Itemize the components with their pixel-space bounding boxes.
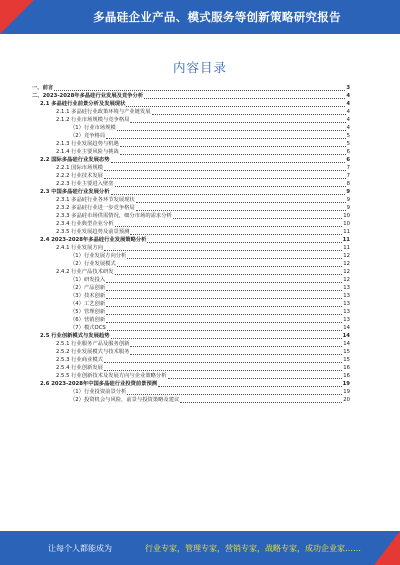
toc-entry-page: 3 xyxy=(346,85,350,91)
toc-entry-page: 14 xyxy=(342,333,350,339)
toc-entry-page: 13 xyxy=(343,285,350,291)
toc-entry-page: 4 xyxy=(346,93,350,99)
toc-entry-page: 13 xyxy=(343,317,350,323)
toc-leader-dots xyxy=(54,89,345,91)
toc-entry-page: 14 xyxy=(343,341,350,347)
toc-entry[interactable] xyxy=(32,124,350,132)
toc-entry-title: 2.5 行业创新模式与发展趋势 xyxy=(40,333,110,339)
toc-entry-page: 7 xyxy=(346,173,350,179)
toc-leader-dots xyxy=(158,385,342,387)
toc-entry[interactable] xyxy=(32,372,350,380)
toc-entry-page: 20 xyxy=(343,397,350,403)
toc-leader-dots xyxy=(106,321,342,323)
toc-entry[interactable] xyxy=(32,388,350,396)
toc-leader-dots xyxy=(115,273,343,275)
toc-entry-title: 2.5.4 行业创新发展 xyxy=(56,365,103,371)
toc-entry[interactable] xyxy=(32,92,350,100)
toc-entry-page: 14 xyxy=(343,325,350,331)
toc-entry-title: 2.1.1 多晶硅行业政策环境与产业链发展 xyxy=(56,109,151,115)
toc-entry-page: 12 xyxy=(343,277,350,283)
toc-entry-title: 2.3.4 行业典型企业分析 xyxy=(56,221,114,227)
toc-entry[interactable] xyxy=(32,188,350,196)
toc-leader-dots xyxy=(130,345,342,347)
toc-leader-dots xyxy=(106,305,342,307)
toc-entry-page: 4 xyxy=(346,101,350,107)
toc-entry-page: 10 xyxy=(343,221,350,227)
toc-entry-title: （1）研发投入 xyxy=(70,277,106,283)
toc-entry[interactable] xyxy=(32,396,350,404)
toc-entry-page: 4 xyxy=(346,109,350,115)
toc-entry-page: 15 xyxy=(343,349,350,355)
toc-entry-page: 13 xyxy=(343,293,350,299)
toc-entry-page: 16 xyxy=(343,365,350,371)
toc-leader-dots xyxy=(115,225,343,227)
toc-entry[interactable] xyxy=(32,308,350,316)
toc-entry-title: 2.4.1 行业发展方向 xyxy=(56,245,103,251)
toc-leader-dots xyxy=(104,361,342,363)
document-title: 多晶硅企业产品、模式服务等创新策略研究报告 xyxy=(93,10,341,24)
toc-entry[interactable] xyxy=(32,324,350,332)
toc-entry[interactable] xyxy=(32,356,350,364)
toc-entry-page: 5 xyxy=(346,141,350,147)
toc-leader-dots xyxy=(180,401,342,403)
toc-leader-dots xyxy=(130,233,342,235)
toc-leader-dots xyxy=(104,249,342,251)
toc-leader-dots xyxy=(111,337,342,339)
toc-entry[interactable] xyxy=(32,164,350,172)
toc-entry-title: （2）行业发展模式 xyxy=(70,261,116,267)
toc-entry-title: 2.4 2023-2028年多晶硅行业发展策略分析 xyxy=(40,237,147,243)
toc-entry[interactable] xyxy=(32,300,350,308)
toc-entry[interactable] xyxy=(32,108,350,116)
toc-entry-page: 13 xyxy=(343,301,350,307)
toc-leader-dots xyxy=(106,289,342,291)
toc-entry-page: 7 xyxy=(346,165,350,171)
toc-leader-dots xyxy=(130,121,345,123)
toc-entry-title: 2.5.2 行业发展模式与技术服务 xyxy=(56,349,130,355)
toc-entry-page: 9 xyxy=(346,197,350,203)
toc-entry-title: （2）投资机会与风险，前景与投资策略及建议 xyxy=(70,397,180,403)
header-red-accent xyxy=(0,0,34,34)
toc-entry-page: 13 xyxy=(343,309,350,315)
toc-leader-dots xyxy=(136,209,346,211)
toc-entry-title: 2.2 国际多晶硅行业发展态势 xyxy=(40,157,110,163)
toc-entry-title: 2.4.2 行业产品技术研发 xyxy=(56,269,114,275)
toc-entry[interactable] xyxy=(32,220,350,228)
toc-leader-dots xyxy=(130,353,342,355)
toc-entry-page: 12 xyxy=(343,261,350,267)
toc-entry-title: 2.5.3 行业商业模式 xyxy=(56,357,103,363)
toc-leader-dots xyxy=(104,177,346,179)
toc-entry-title: （3）技术创新 xyxy=(70,293,106,299)
toc-entry-page: 11 xyxy=(342,237,350,243)
toc-entry[interactable] xyxy=(32,132,350,140)
toc-entry[interactable] xyxy=(32,148,350,156)
toc-leader-dots xyxy=(106,297,342,299)
toc-leader-dots xyxy=(107,329,342,331)
toc-leader-dots xyxy=(104,369,342,371)
toc-leader-dots xyxy=(144,97,345,99)
toc-entry-title: （5）管理创新 xyxy=(70,309,106,315)
toc-entry[interactable] xyxy=(32,284,350,292)
toc-entry-page: 11 xyxy=(343,245,350,251)
footer-slogan-left: 让每个人都能成为 xyxy=(48,544,112,553)
toc-entry-page: 15 xyxy=(343,357,350,363)
toc-entry[interactable] xyxy=(32,340,350,348)
toc-heading: 内容目录 xyxy=(172,60,227,75)
toc-entry-page: 9 xyxy=(346,205,350,211)
toc-entry[interactable] xyxy=(32,364,350,372)
toc-entry-page: 4 xyxy=(346,125,350,131)
toc-entry-title: （1）行业市场规模 xyxy=(70,125,116,131)
toc-entry-page: 11 xyxy=(343,229,350,235)
toc-entry[interactable] xyxy=(32,172,350,180)
toc-leader-dots xyxy=(117,265,343,267)
toc-entry[interactable] xyxy=(32,116,350,124)
toc-entry-page: 6 xyxy=(346,149,350,155)
toc-entry[interactable] xyxy=(32,156,350,164)
toc-entry-title: 2.3.3 多晶硅市场供需情况，细分市场的需求分析 xyxy=(56,213,172,219)
toc-entry-page: 9 xyxy=(346,189,350,195)
toc-leader-dots xyxy=(147,241,341,243)
toc-entry-title: 2.3 中国多晶硅行业发展分析 xyxy=(40,189,110,195)
toc-entry[interactable] xyxy=(32,252,350,260)
toc-entry[interactable] xyxy=(32,260,350,268)
toc-leader-dots xyxy=(127,257,342,259)
toc-entry-title: （4）工艺创新 xyxy=(70,301,106,307)
toc-leader-dots xyxy=(152,113,346,115)
toc-entry[interactable] xyxy=(32,212,350,220)
footer-slogan-right: 行业专家，管理专家，营销专家，战略专家，成功企业家…… xyxy=(145,544,361,553)
toc-entry[interactable] xyxy=(32,204,350,212)
toc-leader-dots xyxy=(115,185,346,187)
toc-entry[interactable] xyxy=(32,196,350,204)
toc-entry[interactable] xyxy=(32,292,350,300)
toc-entry-title: 2.3.1 多晶硅行业各环节发展现状 xyxy=(56,197,135,203)
toc-entry-title: （2）竞争格局 xyxy=(70,133,106,139)
toc-entry-title: 一、前言 xyxy=(32,85,54,91)
toc-entry[interactable] xyxy=(32,348,350,356)
toc-entry-page: 6 xyxy=(346,157,350,163)
toc-entry[interactable] xyxy=(32,380,350,388)
toc-entry-title: 2.2.2 行业技术发展 xyxy=(56,173,103,179)
toc-leader-dots xyxy=(126,105,345,107)
toc-entry[interactable] xyxy=(32,332,350,340)
toc-entry-title: （2）产品创新 xyxy=(70,285,106,291)
toc-entry-page: 5 xyxy=(346,133,350,139)
toc-entry-page: 12 xyxy=(343,269,350,275)
toc-leader-dots xyxy=(136,201,346,203)
toc-entry[interactable] xyxy=(32,244,350,252)
toc-entry[interactable] xyxy=(32,100,350,108)
toc-entry-page: 8 xyxy=(346,181,350,187)
toc-entry[interactable] xyxy=(32,236,350,244)
toc-entry-page: 12 xyxy=(343,253,350,259)
toc-leader-dots xyxy=(168,377,343,379)
toc-entry[interactable] xyxy=(32,316,350,324)
toc-entry-title: 2.6 2023-2028年中国多晶硅行业投资前景预测 xyxy=(40,381,158,387)
toc-leader-dots xyxy=(127,393,342,395)
toc-leader-dots xyxy=(104,169,346,171)
toc-entry-title: 2.2.3 行业主要进入壁垒 xyxy=(56,181,114,187)
toc-leader-dots xyxy=(117,129,346,131)
toc-leader-dots xyxy=(106,281,342,283)
toc-entry-page: 4 xyxy=(346,117,350,123)
toc-leader-dots xyxy=(120,145,346,147)
table-of-contents xyxy=(32,84,350,404)
toc-entry-title: （1）行业发展方向分析 xyxy=(70,253,127,259)
toc-entry-title: 2.1 多晶硅行业前景分析及发展现状 xyxy=(40,101,126,107)
toc-entry-title: （6）营销创新 xyxy=(70,317,106,323)
toc-leader-dots xyxy=(111,193,346,195)
toc-entry[interactable] xyxy=(32,228,350,236)
toc-entry-title: 2.1.2 行业市场规模与竞争格局 xyxy=(56,117,130,123)
toc-entry-title: 2.1.3 行业发展趋势与机遇 xyxy=(56,141,119,147)
toc-entry[interactable] xyxy=(32,84,350,92)
toc-entry-page: 10 xyxy=(343,213,350,219)
toc-entry-title: （7）模式OCS xyxy=(70,325,106,331)
toc-entry-page: 19 xyxy=(342,381,350,387)
toc-entry-title: 2.1.4 行业主要风险与挑战 xyxy=(56,149,119,155)
toc-leader-dots xyxy=(173,217,342,219)
toc-entry-title: 2.2.1 国际市场规模 xyxy=(56,165,103,171)
footer-band xyxy=(0,531,400,565)
toc-entry[interactable] xyxy=(32,140,350,148)
toc-entry-title: 2.5.5 行业创新技术及发展方向与企业策略分析 xyxy=(56,373,167,379)
toc-leader-dots xyxy=(106,137,345,139)
toc-leader-dots xyxy=(120,153,346,155)
toc-entry[interactable] xyxy=(32,276,350,284)
toc-leader-dots xyxy=(111,161,346,163)
toc-entry[interactable] xyxy=(32,180,350,188)
toc-entry-title: 2.3.2 多晶硅行业进一步竞争格局 xyxy=(56,205,135,211)
toc-entry-page: 19 xyxy=(343,389,350,395)
toc-entry-title: 二、2023-2028年多晶硅行业发展及竞争分析 xyxy=(32,93,144,99)
footer-red-accent xyxy=(374,531,400,565)
toc-entry-title: （1）行业投资前景分析 xyxy=(70,389,127,395)
toc-entry-title: 2.5.1 行业服务产品及服务创新 xyxy=(56,341,130,347)
toc-entry-page: 16 xyxy=(343,373,350,379)
toc-leader-dots xyxy=(106,313,342,315)
toc-entry[interactable] xyxy=(32,268,350,276)
toc-entry-title: 2.3.5 行业发展趋势及前景预测 xyxy=(56,229,130,235)
